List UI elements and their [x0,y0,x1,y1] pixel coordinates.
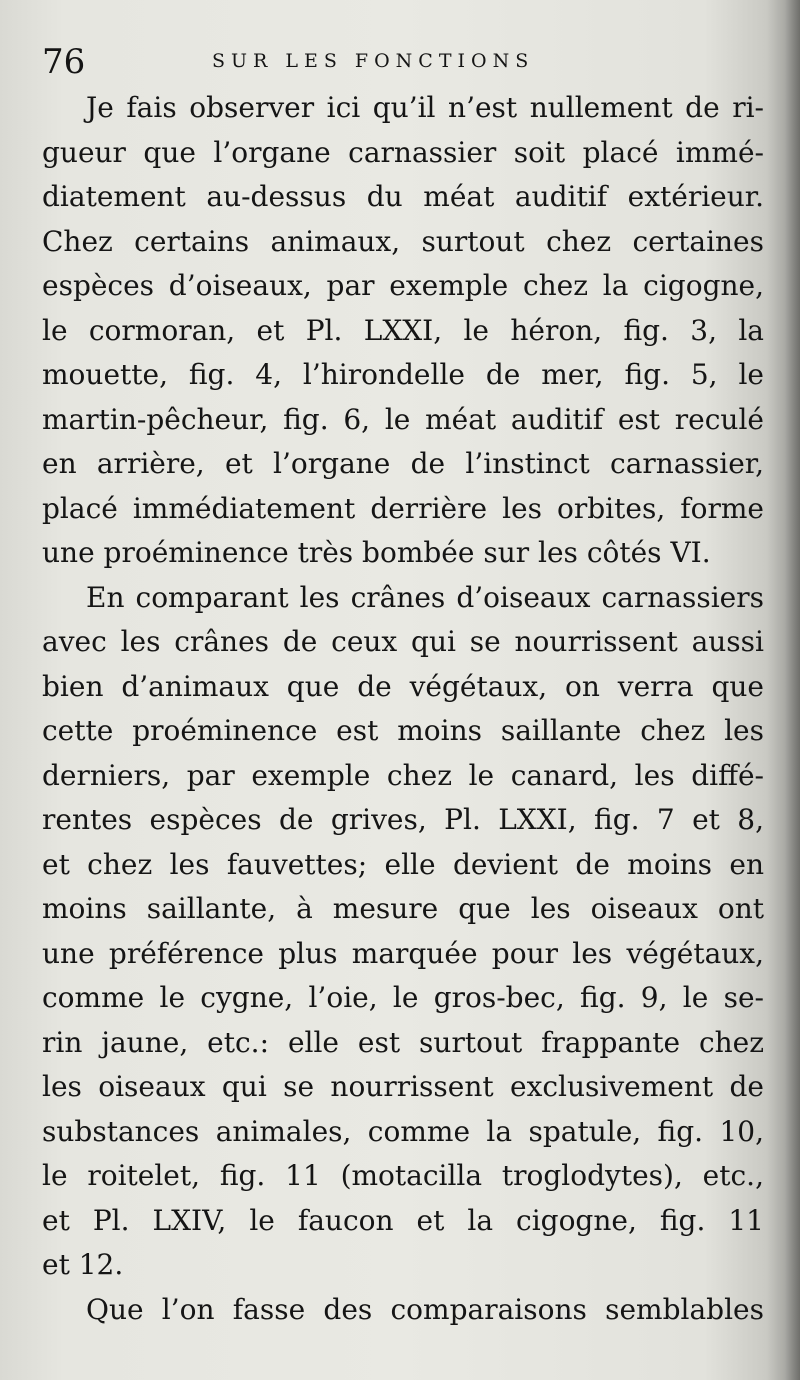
page-edge-shadow [766,0,800,1380]
page-header [42,40,742,84]
text-line: derniers, par exemple chez le canard, les diffé- [42,758,764,792]
text-line: avec les crânes de ceux qui se nourrissent aussi [42,625,764,658]
text-line: rin jaune, etc.: elle est surtout frappante chez [42,1025,764,1059]
text-line: les oiseaux qui se nourrissent exclusivement de [42,1070,764,1103]
text-line: une proéminence très bombée sur les côtés VI. [42,536,711,569]
text-line: le cormoran, et Pl. LXXI, le héron, fig. 3, la [42,313,764,347]
text-line: martin-pêcheur, fig. 6, le méat auditif est reculé [42,402,764,436]
text-line: en arrière, et l’organe de l’instinct carnassier, [42,447,764,480]
text-line: En comparant les crânes d’oiseaux carnassiers [86,580,764,614]
text-line: rentes espèces de grives, Pl. LXXI, fig. 7 et 8, [42,803,764,836]
text-line: substances animales, comme la spatule, fig. 10, [42,1114,764,1148]
text-line: Je fais observer ici qu’il n’est nullement de ri- [86,91,764,124]
running-head: SUR LES FONCTIONS [212,50,535,72]
text-line: moins saillante, à mesure que les oiseaux ont [42,892,764,925]
text-line: une préférence plus marquée pour les végétaux, [42,936,764,970]
text-line: et chez les fauvettes; elle devient de moins en [42,847,764,881]
text-line: bien d’animaux que de végétaux, on verra que [42,669,764,703]
text-line: mouette, fig. 4, l’hirondelle de mer, fig. 5, le [42,358,764,391]
text-line: Que l’on fasse des comparaisons semblables [86,1292,764,1326]
text-line: le roitelet, fig. 11 (motacilla troglodytes), etc., [42,1159,764,1192]
page-number: 76 [42,42,86,82]
text-line: Chez certains animaux, surtout chez certaines [42,224,764,258]
text-line: cette proéminence est moins saillante chez les [42,714,764,747]
text-line: placé immédiatement derrière les orbites, forme [42,491,764,525]
text-line: comme le cygne, l’oie, le gros-bec, fig. 9, le se- [42,981,764,1014]
text-line: gueur que l’organe carnassier soit placé immé- [42,135,764,169]
text-line: diatement au-dessus du méat auditif extérieur. [42,180,764,213]
body-text [42,86,764,1332]
text-line: et Pl. LXIV, le faucon et la cigogne, fig. 11 [42,1203,764,1237]
text-line: espèces d’oiseaux, par exemple chez la cigogne, [42,269,764,302]
text-line: et 12. [42,1248,124,1281]
